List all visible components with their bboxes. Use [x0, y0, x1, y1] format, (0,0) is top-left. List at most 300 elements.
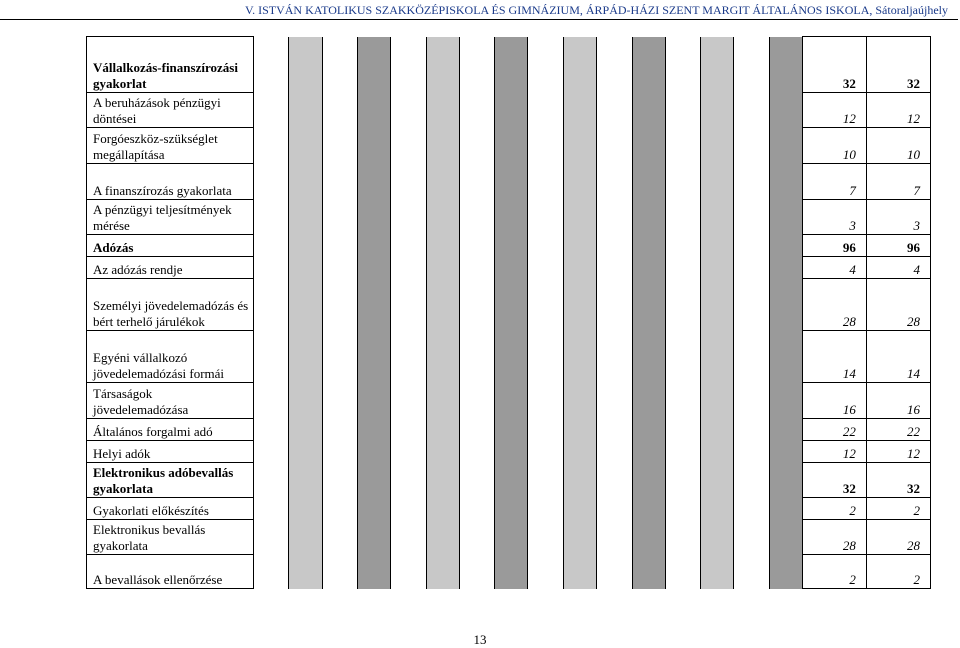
schedule-cell [253, 235, 289, 257]
schedule-cell [495, 498, 528, 520]
schedule-cell [701, 164, 734, 200]
row-total-hours-2: 7 [866, 164, 930, 200]
schedule-cell [632, 128, 665, 164]
schedule-cell [665, 37, 701, 93]
schedule-cell [322, 164, 358, 200]
row-label: A bevallások ellenőrzése [87, 555, 254, 589]
schedule-cell [495, 419, 528, 441]
schedule-cell [528, 164, 564, 200]
schedule-cell [358, 200, 391, 235]
schedule-cell [632, 419, 665, 441]
schedule-cell [495, 520, 528, 555]
schedule-cell [322, 555, 358, 589]
schedule-cell [459, 128, 495, 164]
row-total-hours: 10 [803, 128, 867, 164]
schedule-cell [769, 463, 802, 498]
schedule-cell [665, 200, 701, 235]
schedule-cell [528, 128, 564, 164]
table-row [87, 200, 931, 235]
schedule-cell [563, 93, 596, 128]
row-total-hours: 32 [803, 463, 867, 498]
row-total-hours: 96 [803, 235, 867, 257]
schedule-cell [391, 37, 427, 93]
schedule-cell [253, 555, 289, 589]
schedule-cell [322, 257, 358, 279]
schedule-cell [322, 235, 358, 257]
schedule-cell [358, 441, 391, 463]
schedule-cell [769, 164, 802, 200]
table-row [87, 164, 931, 200]
schedule-cell [563, 463, 596, 498]
row-label: Forgóeszköz-szükséglet megállapítása [87, 128, 254, 164]
schedule-cell [701, 93, 734, 128]
schedule-cell [563, 419, 596, 441]
row-label: Vállalkozás-finanszírozási gyakorlat [87, 37, 254, 93]
schedule-cell [769, 235, 802, 257]
row-label: Az adózás rendje [87, 257, 254, 279]
schedule-cell [734, 279, 770, 331]
table-row [87, 498, 931, 520]
schedule-cell [563, 279, 596, 331]
row-label: Elektronikus bevallás gyakorlata [87, 520, 254, 555]
schedule-cell [563, 37, 596, 93]
schedule-cell [563, 235, 596, 257]
row-label: Személyi jövedelemadózás és bért terhelő járulékok [87, 279, 254, 331]
schedule-cell [665, 331, 701, 383]
schedule-cell [459, 93, 495, 128]
schedule-cell [632, 498, 665, 520]
schedule-cell [289, 164, 322, 200]
schedule-cell [358, 279, 391, 331]
schedule-cell [597, 93, 633, 128]
schedule-cell [665, 383, 701, 419]
schedule-cell [391, 498, 427, 520]
schedule-cell [358, 419, 391, 441]
schedule-cell [563, 520, 596, 555]
schedule-cell [528, 200, 564, 235]
schedule-cell [734, 164, 770, 200]
schedule-cell [597, 555, 633, 589]
schedule-cell [459, 441, 495, 463]
schedule-cell [391, 235, 427, 257]
schedule-cell [528, 257, 564, 279]
schedule-cell [701, 383, 734, 419]
schedule-cell [769, 498, 802, 520]
row-label: Adózás [87, 235, 254, 257]
schedule-cell [391, 128, 427, 164]
schedule-cell [597, 128, 633, 164]
curriculum-table [86, 36, 931, 589]
schedule-cell [597, 498, 633, 520]
row-total-hours-2: 2 [866, 555, 930, 589]
schedule-cell [769, 37, 802, 93]
schedule-cell [322, 463, 358, 498]
row-total-hours: 28 [803, 520, 867, 555]
table-row [87, 257, 931, 279]
schedule-cell [391, 520, 427, 555]
table-row [87, 93, 931, 128]
schedule-cell [495, 279, 528, 331]
schedule-cell [322, 383, 358, 419]
schedule-cell [253, 200, 289, 235]
row-label: A pénzügyi teljesítmények mérése [87, 200, 254, 235]
row-label: A finanszírozás gyakorlata [87, 164, 254, 200]
schedule-cell [322, 498, 358, 520]
row-total-hours: 2 [803, 498, 867, 520]
schedule-cell [769, 200, 802, 235]
schedule-cell [563, 498, 596, 520]
schedule-cell [426, 331, 459, 383]
schedule-cell [459, 331, 495, 383]
schedule-cell [289, 419, 322, 441]
schedule-cell [322, 419, 358, 441]
schedule-cell [289, 520, 322, 555]
schedule-cell [358, 331, 391, 383]
schedule-cell [426, 498, 459, 520]
schedule-cell [253, 498, 289, 520]
schedule-cell [322, 279, 358, 331]
schedule-cell [734, 463, 770, 498]
schedule-cell [391, 419, 427, 441]
schedule-cell [769, 128, 802, 164]
schedule-cell [597, 257, 633, 279]
table-row [87, 37, 931, 93]
schedule-cell [632, 257, 665, 279]
schedule-cell [459, 419, 495, 441]
schedule-cell [665, 520, 701, 555]
schedule-cell [597, 520, 633, 555]
schedule-cell [459, 463, 495, 498]
schedule-cell [426, 164, 459, 200]
schedule-cell [289, 279, 322, 331]
table-row [87, 331, 931, 383]
row-total-hours: 12 [803, 93, 867, 128]
schedule-cell [358, 93, 391, 128]
schedule-cell [734, 128, 770, 164]
row-label: Helyi adók [87, 441, 254, 463]
page-header [0, 0, 960, 22]
schedule-cell [563, 555, 596, 589]
row-total-hours-2: 3 [866, 200, 930, 235]
row-total-hours: 3 [803, 200, 867, 235]
schedule-cell [734, 331, 770, 383]
schedule-cell [734, 383, 770, 419]
schedule-cell [734, 37, 770, 93]
schedule-cell [701, 331, 734, 383]
schedule-cell [426, 200, 459, 235]
schedule-cell [289, 37, 322, 93]
schedule-cell [289, 383, 322, 419]
schedule-cell [459, 164, 495, 200]
schedule-cell [734, 419, 770, 441]
schedule-cell [528, 520, 564, 555]
schedule-cell [734, 498, 770, 520]
schedule-cell [665, 257, 701, 279]
row-total-hours-2: 28 [866, 520, 930, 555]
schedule-cell [597, 200, 633, 235]
schedule-cell [358, 498, 391, 520]
schedule-cell [391, 279, 427, 331]
schedule-cell [495, 463, 528, 498]
schedule-cell [459, 257, 495, 279]
schedule-cell [701, 463, 734, 498]
schedule-cell [358, 235, 391, 257]
schedule-cell [426, 37, 459, 93]
page-number: 13 [473, 632, 487, 647]
schedule-cell [597, 279, 633, 331]
schedule-cell [253, 383, 289, 419]
table-row [87, 279, 931, 331]
schedule-cell [528, 441, 564, 463]
schedule-cell [701, 37, 734, 93]
schedule-cell [322, 331, 358, 383]
schedule-cell [769, 520, 802, 555]
schedule-cell [391, 200, 427, 235]
row-total-hours-2: 14 [866, 331, 930, 383]
schedule-cell [632, 383, 665, 419]
schedule-cell [426, 235, 459, 257]
schedule-cell [769, 257, 802, 279]
schedule-cell [563, 200, 596, 235]
schedule-cell [426, 463, 459, 498]
schedule-cell [358, 257, 391, 279]
schedule-cell [563, 441, 596, 463]
schedule-cell [289, 498, 322, 520]
row-total-hours-2: 28 [866, 279, 930, 331]
schedule-cell [597, 419, 633, 441]
schedule-cell [358, 164, 391, 200]
schedule-cell [632, 331, 665, 383]
schedule-cell [358, 463, 391, 498]
schedule-cell [563, 128, 596, 164]
schedule-cell [632, 93, 665, 128]
schedule-cell [769, 555, 802, 589]
schedule-cell [253, 128, 289, 164]
schedule-cell [734, 257, 770, 279]
schedule-cell [632, 463, 665, 498]
schedule-cell [528, 279, 564, 331]
schedule-cell [734, 235, 770, 257]
schedule-cell [632, 200, 665, 235]
table-row [87, 463, 931, 498]
schedule-cell [701, 520, 734, 555]
schedule-cell [701, 235, 734, 257]
schedule-cell [769, 93, 802, 128]
schedule-cell [528, 555, 564, 589]
schedule-cell [459, 555, 495, 589]
schedule-cell [426, 279, 459, 331]
schedule-cell [289, 441, 322, 463]
schedule-cell [459, 279, 495, 331]
table-row [87, 419, 931, 441]
header-rule [0, 19, 958, 20]
schedule-cell [253, 164, 289, 200]
row-total-hours-2: 16 [866, 383, 930, 419]
schedule-cell [426, 419, 459, 441]
schedule-cell [426, 383, 459, 419]
table-row [87, 235, 931, 257]
schedule-cell [495, 128, 528, 164]
schedule-cell [426, 93, 459, 128]
schedule-cell [495, 383, 528, 419]
schedule-cell [701, 128, 734, 164]
schedule-cell [253, 419, 289, 441]
row-total-hours: 2 [803, 555, 867, 589]
row-total-hours: 22 [803, 419, 867, 441]
schedule-cell [734, 441, 770, 463]
schedule-cell [459, 383, 495, 419]
schedule-cell [528, 331, 564, 383]
schedule-cell [701, 498, 734, 520]
schedule-cell [632, 164, 665, 200]
schedule-cell [632, 520, 665, 555]
schedule-cell [426, 441, 459, 463]
schedule-cell [391, 164, 427, 200]
schedule-cell [597, 37, 633, 93]
schedule-cell [769, 279, 802, 331]
table-body [87, 37, 931, 589]
row-total-hours-2: 12 [866, 93, 930, 128]
schedule-cell [597, 383, 633, 419]
schedule-cell [322, 441, 358, 463]
schedule-cell [253, 463, 289, 498]
row-total-hours-2: 2 [866, 498, 930, 520]
schedule-cell [289, 331, 322, 383]
schedule-cell [322, 128, 358, 164]
row-label: Általános forgalmi adó [87, 419, 254, 441]
schedule-cell [734, 555, 770, 589]
schedule-cell [528, 419, 564, 441]
schedule-cell [563, 257, 596, 279]
schedule-cell [632, 37, 665, 93]
schedule-cell [701, 257, 734, 279]
schedule-cell [563, 383, 596, 419]
schedule-cell [391, 93, 427, 128]
schedule-cell [459, 498, 495, 520]
schedule-cell [253, 257, 289, 279]
schedule-cell [769, 419, 802, 441]
schedule-cell [701, 555, 734, 589]
schedule-cell [563, 331, 596, 383]
schedule-cell [459, 520, 495, 555]
schedule-cell [253, 441, 289, 463]
schedule-cell [426, 520, 459, 555]
schedule-cell [391, 383, 427, 419]
schedule-cell [426, 555, 459, 589]
row-total-hours: 7 [803, 164, 867, 200]
schedule-cell [426, 257, 459, 279]
school-header-text: V. ISTVÁN KATOLIKUS SZAKKÖZÉPISKOLA ÉS GIMNÁZIUM, ÁRPÁD-HÁZI SZENT MARGIT ÁLTALÁNOS ISKOLA, Sátoraljaújhely [244, 3, 948, 17]
row-label: A beruházások pénzügyi döntései [87, 93, 254, 128]
schedule-cell [253, 520, 289, 555]
schedule-cell [701, 200, 734, 235]
schedule-cell [495, 555, 528, 589]
schedule-cell [426, 128, 459, 164]
schedule-cell [495, 93, 528, 128]
row-label: Társaságok jövedelemadózása [87, 383, 254, 419]
row-total-hours-2: 32 [866, 463, 930, 498]
schedule-cell [322, 37, 358, 93]
schedule-cell [528, 498, 564, 520]
schedule-cell [734, 200, 770, 235]
schedule-cell [289, 555, 322, 589]
schedule-cell [391, 331, 427, 383]
schedule-cell [632, 279, 665, 331]
schedule-cell [495, 257, 528, 279]
schedule-cell [597, 164, 633, 200]
schedule-cell [358, 128, 391, 164]
schedule-cell [665, 279, 701, 331]
schedule-cell [528, 383, 564, 419]
schedule-cell [495, 37, 528, 93]
schedule-cell [358, 520, 391, 555]
schedule-cell [597, 463, 633, 498]
schedule-cell [665, 235, 701, 257]
schedule-cell [597, 235, 633, 257]
schedule-cell [253, 37, 289, 93]
schedule-cell [665, 441, 701, 463]
schedule-cell [632, 555, 665, 589]
schedule-cell [253, 331, 289, 383]
schedule-cell [665, 128, 701, 164]
schedule-cell [734, 93, 770, 128]
schedule-cell [253, 279, 289, 331]
row-total-hours-2: 12 [866, 441, 930, 463]
row-label: Gyakorlati előkészítés [87, 498, 254, 520]
schedule-cell [597, 331, 633, 383]
schedule-cell [528, 37, 564, 93]
row-total-hours-2: 4 [866, 257, 930, 279]
schedule-cell [563, 164, 596, 200]
row-total-hours: 12 [803, 441, 867, 463]
schedule-cell [459, 235, 495, 257]
schedule-cell [701, 279, 734, 331]
table-row [87, 520, 931, 555]
row-label: Elektronikus adóbevallás gyakorlata [87, 463, 254, 498]
schedule-cell [289, 463, 322, 498]
schedule-cell [358, 555, 391, 589]
row-total-hours: 4 [803, 257, 867, 279]
schedule-cell [665, 555, 701, 589]
schedule-cell [253, 93, 289, 128]
row-total-hours-2: 96 [866, 235, 930, 257]
schedule-cell [289, 200, 322, 235]
schedule-cell [322, 93, 358, 128]
schedule-cell [665, 498, 701, 520]
schedule-cell [701, 441, 734, 463]
row-total-hours: 14 [803, 331, 867, 383]
row-total-hours: 16 [803, 383, 867, 419]
table-row [87, 555, 931, 589]
schedule-cell [289, 235, 322, 257]
row-total-hours-2: 32 [866, 37, 930, 93]
schedule-cell [495, 200, 528, 235]
schedule-cell [391, 463, 427, 498]
schedule-cell [528, 93, 564, 128]
schedule-cell [495, 331, 528, 383]
schedule-cell [391, 441, 427, 463]
schedule-cell [597, 441, 633, 463]
schedule-cell [769, 383, 802, 419]
schedule-cell [769, 331, 802, 383]
schedule-cell [459, 200, 495, 235]
schedule-cell [391, 257, 427, 279]
schedule-cell [665, 164, 701, 200]
schedule-cell [322, 200, 358, 235]
schedule-cell [358, 37, 391, 93]
schedule-cell [459, 37, 495, 93]
table-row [87, 128, 931, 164]
